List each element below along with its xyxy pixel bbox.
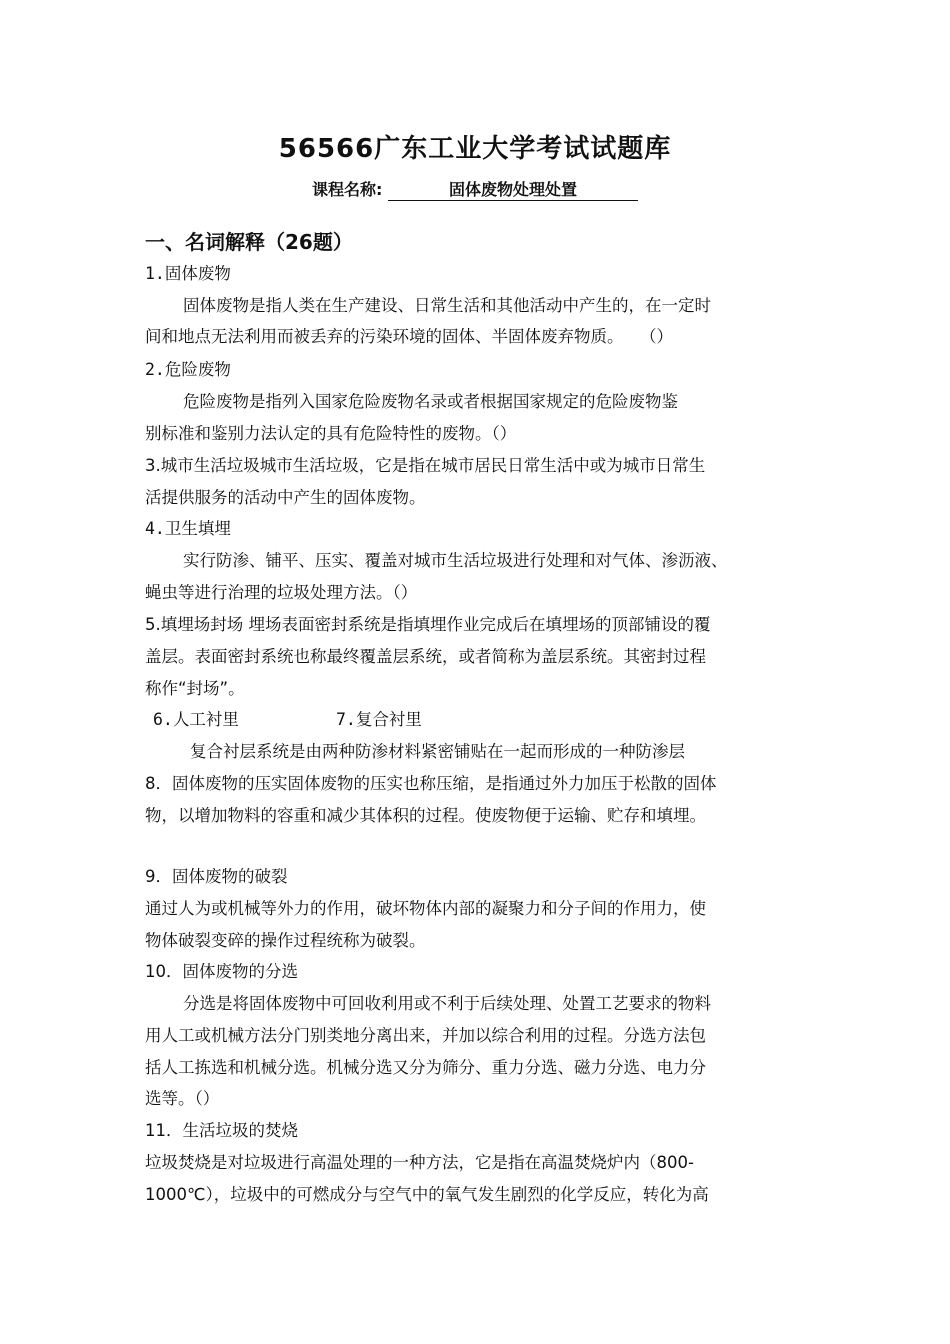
definition-line: 间和地点无法利用而被丢弃的污染环境的固体、半固体废弃物质。 （） — [145, 327, 673, 346]
term-heading: 1.固体废物 — [145, 264, 231, 283]
term-heading: 6.人工衬里 — [153, 710, 239, 729]
definition-line: 危险废物是指列入国家危险废物名录或者根据国家规定的危险废物鉴 — [183, 392, 678, 411]
document-title: 56566广东工业大学考试试题库 — [278, 134, 672, 164]
definition-line: 8．固体废物的压实固体废物的压实也称压缩，是指通过外力加压于松散的固体 — [145, 774, 717, 793]
definition-line: 通过人为或机械等外力的作用，破坏物体内部的凝聚力和分子间的作用力，使 — [145, 899, 706, 918]
term-heading: 10．固体废物的分选 — [145, 962, 298, 981]
definition-line: 称作“封场”。 — [145, 679, 245, 698]
term-heading: 4.卫生填埋 — [145, 519, 231, 538]
course-name: 固体废物处理处置 — [388, 180, 638, 201]
definition-line: 分选是将固体废物中可回收利用或不利于后续处理、处置工艺要求的物料 — [183, 994, 711, 1013]
definition-line: 括人工拣选和机械分选。机械分选又分为筛分、重力分选、磁力分选、电力分 — [145, 1058, 706, 1077]
definition-line: 垃圾焚烧是对垃圾进行高温处理的一种方法，它是指在高温焚烧炉内（800- — [145, 1153, 694, 1172]
definition-line: 固体废物是指人类在生产建设、日常生活和其他活动中产生的，在一定时 — [183, 296, 711, 315]
course-line — [0, 177, 950, 201]
definition-line: 物体破裂变碎的操作过程统称为破裂。 — [145, 931, 426, 950]
definition-line: 物，以增加物料的容重和减少其体积的过程。使废物便于运输、贮存和填埋。 — [145, 806, 706, 825]
term-heading: 11．生活垃圾的焚烧 — [145, 1121, 298, 1140]
definition-line: 选等。（） — [145, 1089, 220, 1108]
definition-line: 活提供服务的活动中产生的固体废物。 — [145, 488, 426, 507]
section-heading: 一、名词解释（26题） — [145, 230, 353, 254]
definition-line: 复合衬层系统是由两种防渗材料紧密铺贴在一起而形成的一种防渗层 — [190, 742, 685, 761]
term-heading: 2.危险废物 — [145, 360, 231, 379]
term-heading: 9．固体废物的破裂 — [145, 867, 288, 886]
definition-line: 用人工或机械方法分门别类地分离出来，并加以综合利用的过程。分选方法包 — [145, 1026, 706, 1045]
definition-line: 实行防渗、铺平、压实、覆盖对城市生活垃圾进行处理和对气体、渗沥液、 — [183, 551, 728, 570]
definition-line: 盖层。表面密封系统也称最终覆盖层系统，或者简称为盖层系统。其密封过程 — [145, 647, 706, 666]
term-heading: 7.复合衬里 — [336, 710, 422, 729]
course-label: 课程名称: — [312, 180, 383, 199]
definition-line: 别标准和鉴别力法认定的具有危险特性的废物。（） — [145, 424, 517, 443]
definition-line: 3.城市生活垃圾城市生活垃圾，它是指在城市居民日常生活中或为城市日常生 — [145, 456, 706, 475]
definition-line: 蝇虫等进行治理的垃圾处理方法。（） — [145, 583, 418, 602]
definition-line: 5.填埋场封场 埋场表面密封系统是指填埋作业完成后在填埋场的顶部铺设的覆 — [145, 615, 711, 634]
definition-line: 1000℃），垃圾中的可燃成分与空气中的氧气发生剧烈的化学反应，转化为高 — [145, 1185, 709, 1204]
